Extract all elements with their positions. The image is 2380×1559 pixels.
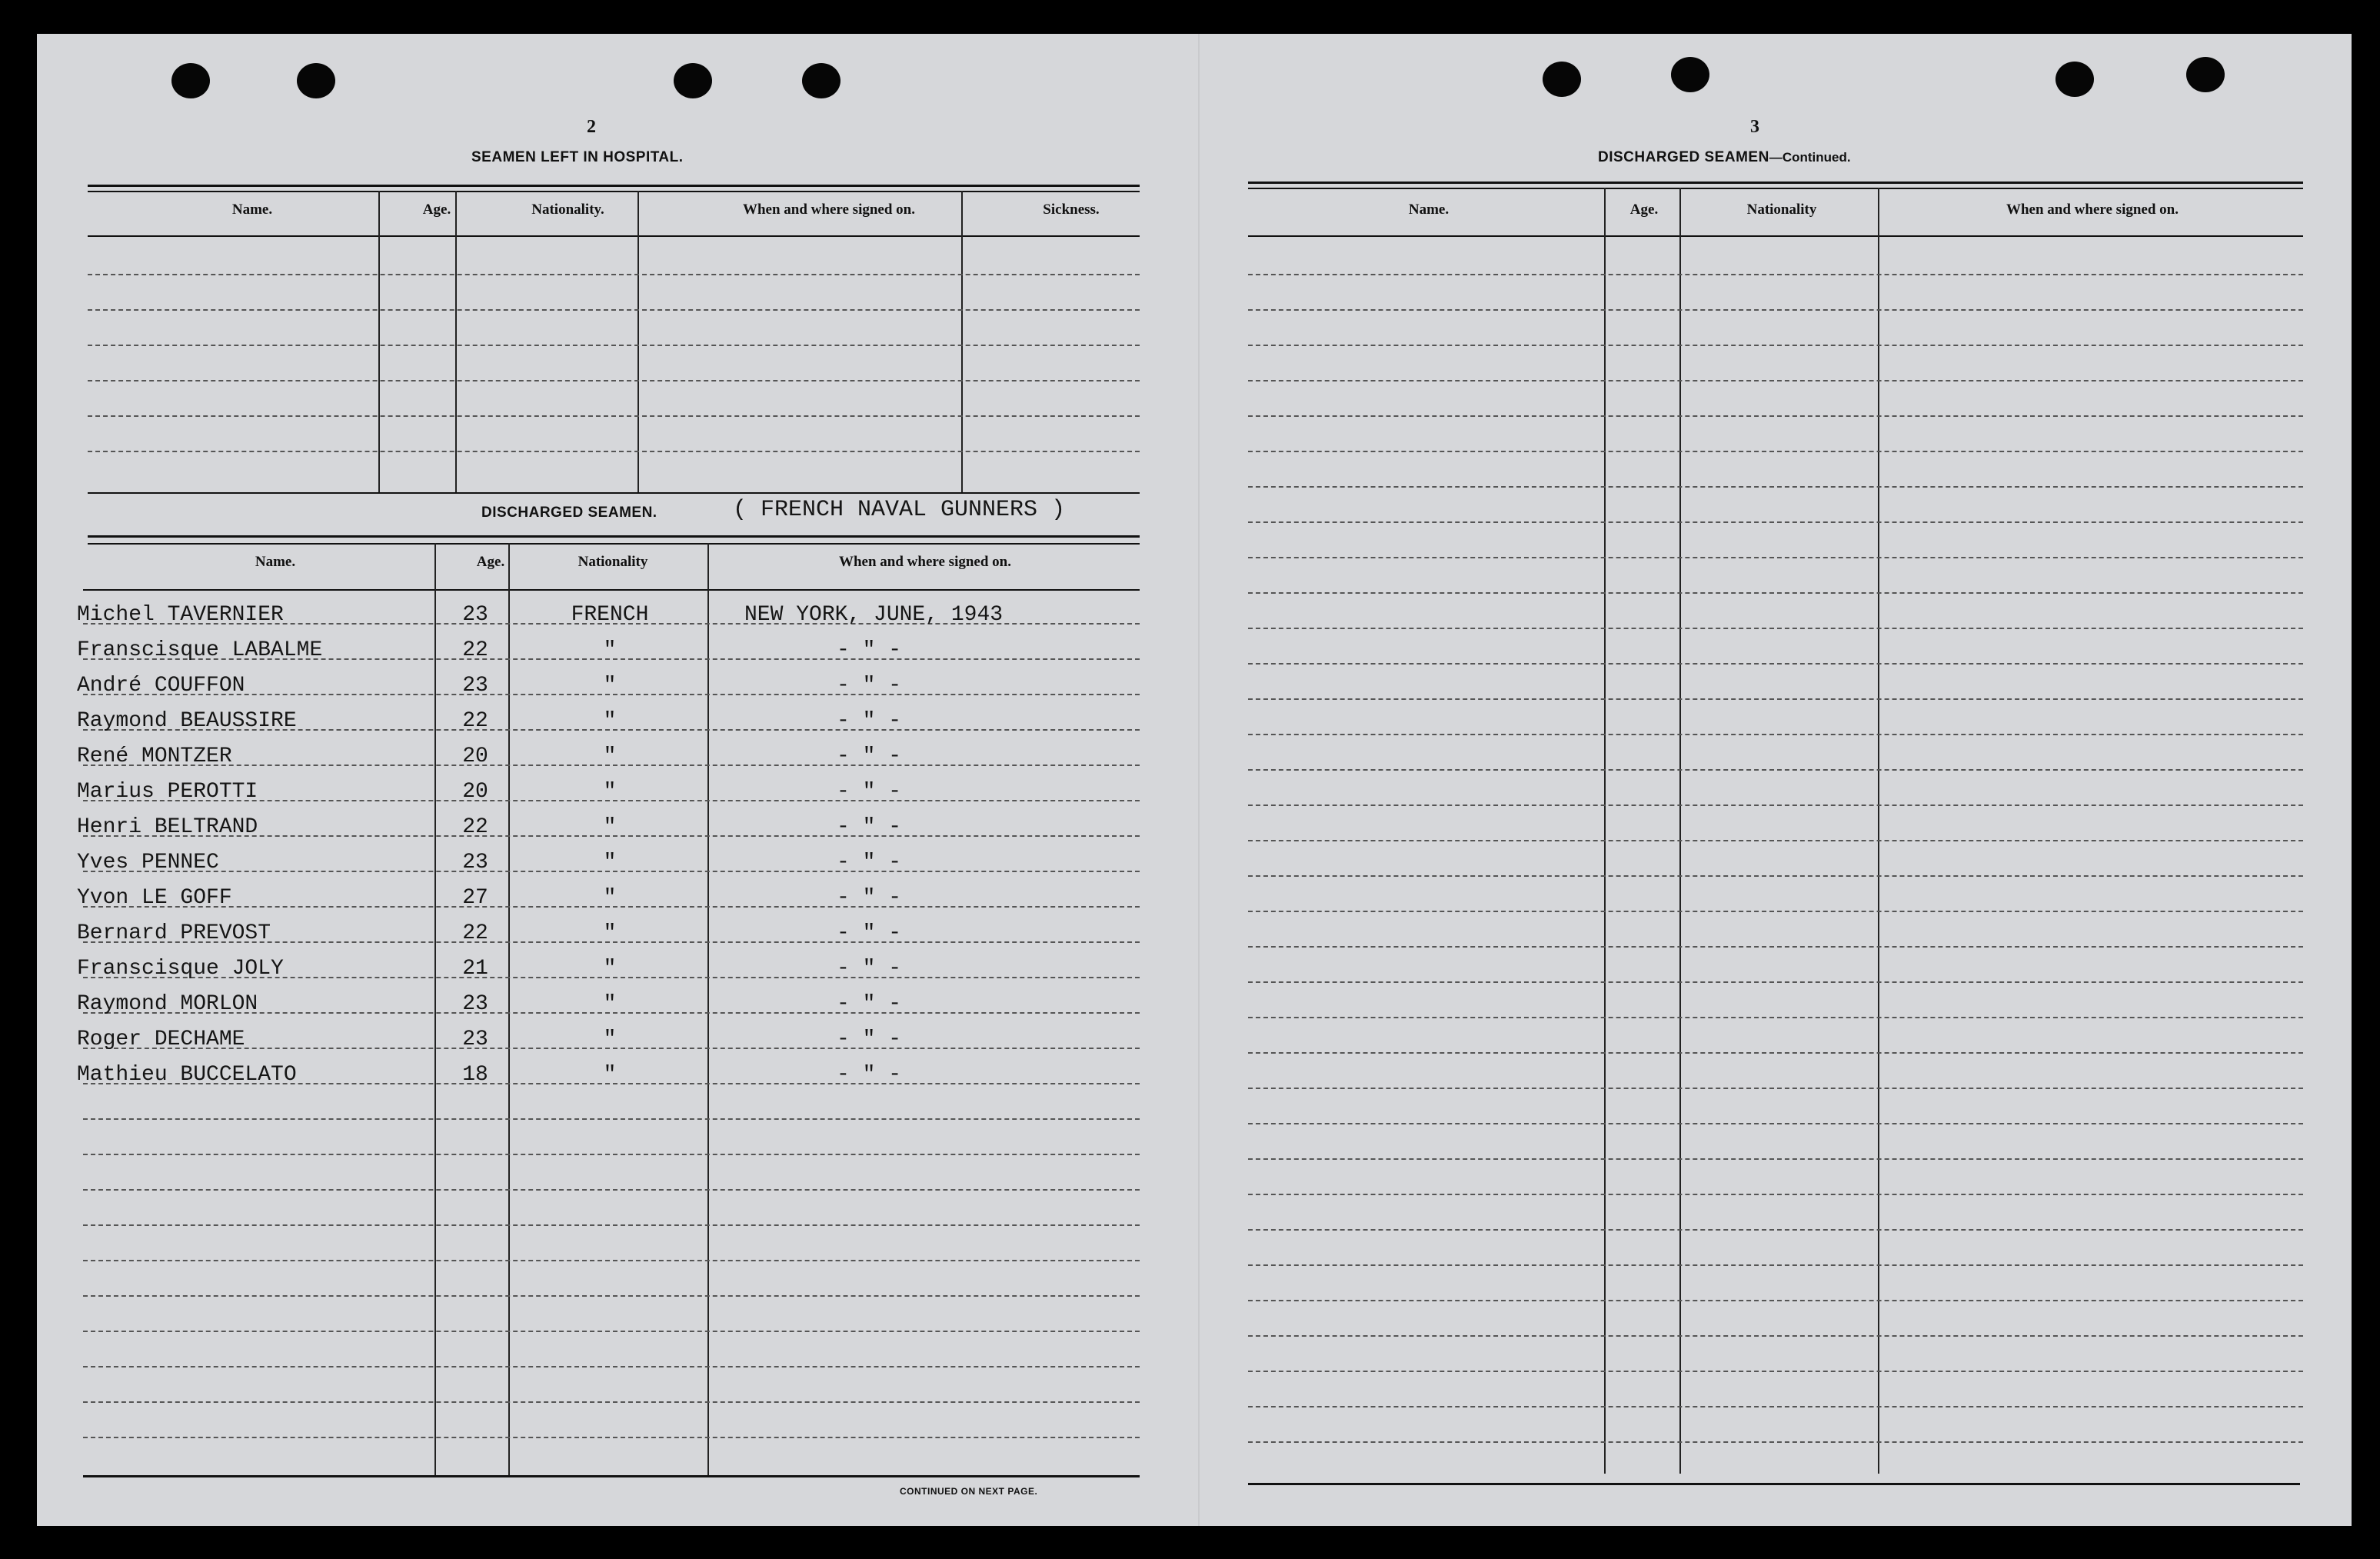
ruled-line <box>83 1366 1140 1367</box>
ruled-line <box>1248 521 2303 523</box>
row-nationality: " <box>603 1063 617 1087</box>
discharged-col-age: Age. <box>476 554 505 570</box>
column-divider <box>508 543 510 1475</box>
row-nationality: " <box>603 745 617 768</box>
hospital-col-signed-on: When and where signed on. <box>742 202 915 218</box>
ruled-line <box>1248 1052 2303 1054</box>
row-signed-on: - " - <box>837 851 902 874</box>
column-divider <box>378 191 380 492</box>
row-age: 23 <box>462 992 488 1016</box>
ruled-line <box>1248 557 2303 558</box>
row-signed-on: - " - <box>837 1028 902 1051</box>
punch-hole <box>802 63 840 98</box>
ruled-line <box>1248 1406 2303 1407</box>
row-name: Roger DECHAME <box>77 1028 245 1051</box>
row-signed-on: - " - <box>837 780 902 804</box>
ruled-line <box>1248 1335 2303 1337</box>
row-nationality: " <box>603 674 617 698</box>
row-signed-on: - " - <box>837 921 902 945</box>
row-signed-on: - " - <box>837 745 902 768</box>
punch-hole <box>2186 57 2225 92</box>
row-signed-on: - " - <box>837 674 902 698</box>
ruled-line <box>1248 1264 2303 1266</box>
row-age: 22 <box>462 815 488 839</box>
row-signed-on: NEW YORK, JUNE, 1943 <box>744 603 1004 627</box>
row-age: 22 <box>462 921 488 945</box>
column-divider <box>455 191 457 492</box>
row-signed-on: - " - <box>837 638 902 662</box>
hospital-col-nationality: Nationality. <box>531 202 604 218</box>
ruled-line <box>83 1401 1140 1403</box>
continued-section-title <box>1598 149 1851 166</box>
ruled-line <box>1248 804 2303 806</box>
ruled-line <box>1248 380 2303 381</box>
ruled-line <box>1248 451 2303 452</box>
ruled-line <box>1248 274 2303 275</box>
ruled-line <box>1248 1441 2303 1443</box>
ruled-line <box>1248 1229 2303 1231</box>
row-name: Henri BELTRAND <box>77 815 258 839</box>
row-nationality: " <box>603 638 617 662</box>
ruled-line <box>83 1331 1140 1332</box>
ruled-line <box>1248 1123 2303 1124</box>
rule <box>88 191 1140 192</box>
row-name: Marius PEROTTI <box>77 780 258 804</box>
continued-note: CONTINUED ON NEXT PAGE. <box>900 1486 1038 1497</box>
ruled-line <box>1248 875 2303 877</box>
discharged-col-signed-on: When and where signed on. <box>838 554 1011 570</box>
row-nationality: " <box>603 780 617 804</box>
rule <box>1248 188 2303 189</box>
ruled-line <box>1248 309 2303 311</box>
column-divider <box>637 191 639 492</box>
ruled-line <box>1248 734 2303 735</box>
continued-col-nationality: Nationality <box>1746 202 1817 218</box>
ruled-line <box>88 345 1140 346</box>
ruled-line <box>83 1295 1140 1297</box>
ruled-line <box>1248 486 2303 488</box>
discharged-section-subtitle: ( FRENCH NAVAL GUNNERS ) <box>733 497 1066 523</box>
row-age: 23 <box>462 1028 488 1051</box>
ruled-line <box>83 1437 1140 1438</box>
row-age: 20 <box>462 780 488 804</box>
ruled-line <box>88 309 1140 311</box>
row-name: Bernard PREVOST <box>77 921 271 945</box>
hospital-section-title: SEAMEN LEFT IN HOSPITAL. <box>471 149 684 165</box>
hospital-col-sickness: Sickness. <box>1043 202 1100 218</box>
punch-hole <box>1543 62 1581 97</box>
punch-hole <box>674 63 712 98</box>
row-name: Mathieu BUCCELATO <box>77 1063 297 1087</box>
ruled-line <box>1248 628 2303 629</box>
rule <box>83 589 1140 591</box>
continued-col-age: Age. <box>1629 202 1659 218</box>
row-nationality: " <box>603 886 617 910</box>
ruled-line <box>1248 698 2303 700</box>
ruled-line <box>1248 946 2303 948</box>
rule <box>1248 235 2303 237</box>
column-divider <box>434 543 436 1475</box>
row-signed-on: - " - <box>837 1063 902 1087</box>
hospital-col-age: Age. <box>422 202 451 218</box>
row-age: 27 <box>462 886 488 910</box>
page-number: 3 <box>1750 117 1759 137</box>
row-age: 23 <box>462 851 488 874</box>
ruled-line <box>1248 1371 2303 1372</box>
punch-hole <box>297 63 335 98</box>
ruled-line <box>83 1118 1140 1120</box>
column-divider <box>961 191 963 492</box>
row-age: 18 <box>462 1063 488 1087</box>
discharged-col-name: Name. <box>255 554 296 570</box>
ruled-line <box>83 1154 1140 1155</box>
ruled-line <box>83 1260 1140 1261</box>
row-nationality: " <box>603 851 617 874</box>
ruled-line <box>1248 592 2303 594</box>
column-divider <box>707 543 709 1475</box>
row-name: Franscisque JOLY <box>77 957 284 981</box>
ruled-line <box>88 274 1140 275</box>
ruled-line <box>1248 1088 2303 1089</box>
ruled-line <box>1248 769 2303 771</box>
row-nationality: " <box>603 957 617 981</box>
hospital-col-name: Name. <box>231 202 273 218</box>
row-age: 22 <box>462 638 488 662</box>
continued-title-suffix: —Continued. <box>1769 150 1851 165</box>
ruled-line <box>1248 911 2303 912</box>
rule <box>1248 1483 2300 1485</box>
row-name: André COUFFON <box>77 674 245 698</box>
rule <box>88 543 1140 545</box>
rule <box>88 235 1140 237</box>
row-name: Yves PENNEC <box>77 851 219 874</box>
punch-hole <box>1671 57 1709 92</box>
ruled-line <box>83 1224 1140 1226</box>
row-signed-on: - " - <box>837 815 902 839</box>
row-name: Franscisque LABALME <box>77 638 323 662</box>
row-age: 20 <box>462 745 488 768</box>
row-age: 22 <box>462 709 488 733</box>
ruled-line <box>1248 663 2303 665</box>
ruled-line <box>1248 345 2303 346</box>
row-age: 23 <box>462 674 488 698</box>
page-number: 2 <box>587 117 596 137</box>
row-nationality: " <box>603 921 617 945</box>
row-name: René MONTZER <box>77 745 232 768</box>
rule <box>88 185 1140 187</box>
row-name: Raymond MORLON <box>77 992 258 1016</box>
ruled-line <box>83 1189 1140 1191</box>
ruled-line <box>1248 415 2303 417</box>
row-nationality: " <box>603 709 617 733</box>
row-name: Raymond BEAUSSIRE <box>77 709 297 733</box>
ruled-line <box>88 451 1140 452</box>
rule <box>88 535 1140 538</box>
ruled-line <box>1248 1158 2303 1160</box>
row-nationality: FRENCH <box>571 603 649 627</box>
ruled-line <box>1248 1300 2303 1301</box>
punch-hole <box>171 63 210 98</box>
ruled-line <box>1248 1194 2303 1195</box>
rule <box>88 492 1140 494</box>
ruled-line <box>1248 1017 2303 1018</box>
row-nationality: " <box>603 815 617 839</box>
row-name: Yvon LE GOFF <box>77 886 232 910</box>
document-sheet <box>37 34 2352 1526</box>
row-name: Michel TAVERNIER <box>77 603 284 627</box>
row-signed-on: - " - <box>837 957 902 981</box>
ruled-line <box>1248 840 2303 841</box>
row-age: 23 <box>462 603 488 627</box>
row-nationality: " <box>603 1028 617 1051</box>
rule <box>83 1475 1140 1477</box>
row-signed-on: - " - <box>837 709 902 733</box>
continued-title-text: DISCHARGED SEAMEN <box>1598 149 1769 165</box>
row-signed-on: - " - <box>837 886 902 910</box>
rule <box>1248 182 2303 184</box>
ruled-line <box>88 415 1140 417</box>
continued-col-name: Name. <box>1408 202 1450 218</box>
ruled-line <box>88 380 1140 381</box>
ruled-line <box>1248 981 2303 983</box>
continued-col-signed-on: When and where signed on. <box>2006 202 2179 218</box>
row-signed-on: - " - <box>837 992 902 1016</box>
row-nationality: " <box>603 992 617 1016</box>
punch-hole <box>2055 62 2094 97</box>
page-fold <box>1198 34 1200 1526</box>
row-age: 21 <box>462 957 488 981</box>
discharged-col-nationality: Nationality <box>578 554 648 570</box>
discharged-section-title: DISCHARGED SEAMEN. <box>481 505 657 521</box>
